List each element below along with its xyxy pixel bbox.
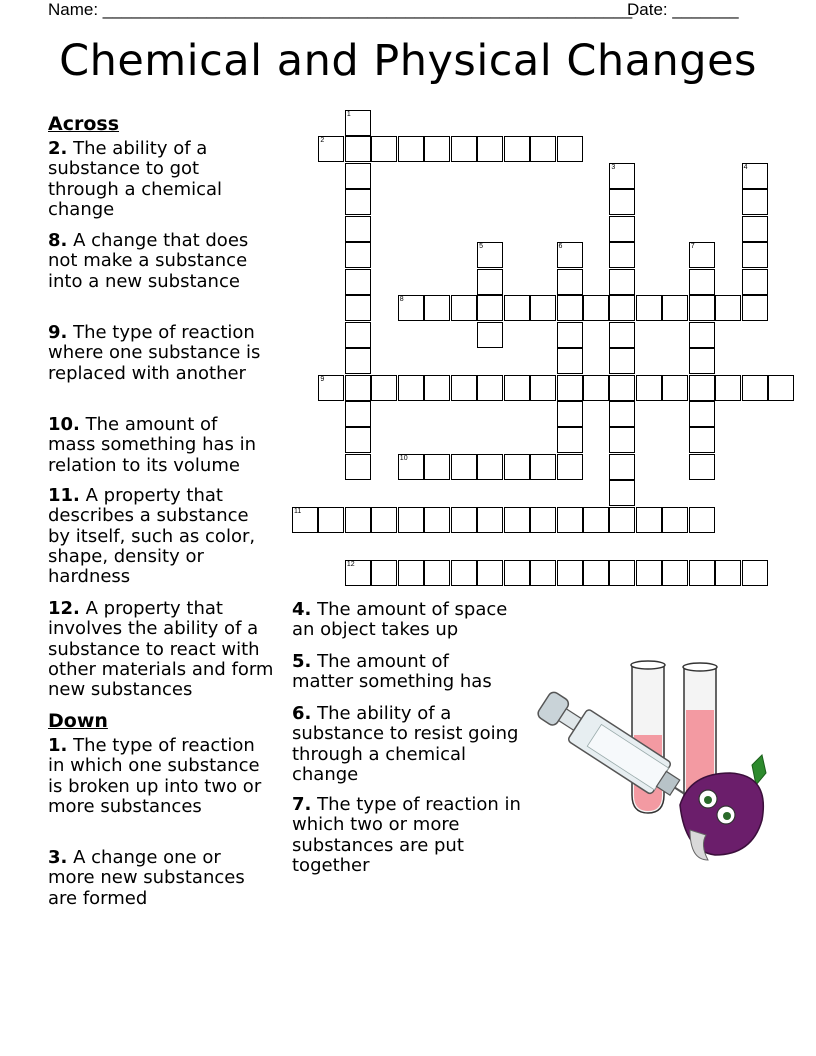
crossword-cell[interactable] <box>689 348 715 374</box>
crossword-cell[interactable] <box>742 295 768 321</box>
crossword-cell[interactable] <box>557 454 583 480</box>
crossword-cell[interactable] <box>530 136 556 162</box>
crossword-cell[interactable] <box>636 375 662 401</box>
crossword-cell[interactable] <box>424 375 450 401</box>
crossword-cell[interactable] <box>689 269 715 295</box>
crossword-cell[interactable] <box>398 454 424 480</box>
cell-number: 3 <box>611 163 616 171</box>
crossword-cell[interactable] <box>530 375 556 401</box>
crossword-cell[interactable] <box>451 136 477 162</box>
crossword-cell[interactable] <box>424 560 450 586</box>
crossword-cell[interactable] <box>557 269 583 295</box>
clue-down-6: 6. The ability of a substance to resist going through a chemical change <box>292 703 519 785</box>
crossword-cell[interactable] <box>583 375 609 401</box>
crossword-cell[interactable] <box>424 136 450 162</box>
crossword-cell[interactable] <box>398 295 424 321</box>
cell-number: 5 <box>479 243 483 251</box>
crossword-cell[interactable] <box>609 189 635 215</box>
crossword-cell[interactable] <box>662 560 688 586</box>
crossword-cell[interactable] <box>451 375 477 401</box>
crossword-cell[interactable] <box>662 295 688 321</box>
crossword-cell[interactable] <box>371 507 397 533</box>
crossword-cell[interactable] <box>742 560 768 586</box>
crossword-cell[interactable] <box>530 560 556 586</box>
crossword-cell[interactable] <box>530 507 556 533</box>
crossword-cell[interactable] <box>345 507 371 533</box>
crossword-cell[interactable] <box>504 136 530 162</box>
crossword-cell[interactable] <box>345 295 371 321</box>
crossword-cell[interactable] <box>742 189 768 215</box>
crossword-cell[interactable] <box>583 507 609 533</box>
crossword-cell[interactable] <box>689 454 715 480</box>
crossword-cell[interactable] <box>477 322 503 348</box>
crossword-cell[interactable] <box>504 295 530 321</box>
cell-number: 8 <box>399 296 404 304</box>
crossword-cell[interactable] <box>742 269 768 295</box>
crossword-cell[interactable] <box>609 163 635 189</box>
crossword-cell[interactable] <box>557 242 583 268</box>
crossword-cell[interactable] <box>292 507 318 533</box>
crossword-cell[interactable] <box>557 401 583 427</box>
crossword-cell[interactable] <box>477 560 503 586</box>
crossword-cell[interactable] <box>609 242 635 268</box>
crossword-cell[interactable] <box>662 507 688 533</box>
crossword-cell[interactable] <box>451 507 477 533</box>
crossword-cell[interactable] <box>477 375 503 401</box>
crossword-cell[interactable] <box>557 375 583 401</box>
crossword-cell[interactable] <box>609 322 635 348</box>
clue-across-8: 8. A change that does not make a substance into a new substance <box>48 230 249 292</box>
crossword-cell[interactable] <box>398 507 424 533</box>
crossword-cell[interactable] <box>689 242 715 268</box>
clue-across-11: 11. A property that describes a substance by itself, such as color, shape, density or hardness <box>48 485 256 588</box>
crossword-cell[interactable] <box>504 375 530 401</box>
crossword-cell[interactable] <box>398 560 424 586</box>
crossword-cell[interactable] <box>609 295 635 321</box>
date-line: Date: _______ <box>627 0 739 19</box>
crossword-cell[interactable] <box>689 560 715 586</box>
crossword-cell[interactable] <box>477 269 503 295</box>
cell-number: 9 <box>320 375 325 383</box>
crossword-cell[interactable] <box>768 375 794 401</box>
crossword-cell[interactable] <box>583 560 609 586</box>
crossword-cell[interactable] <box>477 295 503 321</box>
crossword-cell[interactable] <box>689 401 715 427</box>
crossword-cell[interactable] <box>609 375 635 401</box>
cell-number: 11 <box>294 507 302 515</box>
cell-number: 4 <box>743 163 748 171</box>
crossword-cell[interactable] <box>689 507 715 533</box>
crossword-cell[interactable] <box>662 375 688 401</box>
crossword-cell[interactable] <box>345 322 371 348</box>
crossword-cell[interactable] <box>345 454 371 480</box>
crossword-cell[interactable] <box>345 269 371 295</box>
crossword-cell[interactable] <box>557 295 583 321</box>
crossword-cell[interactable] <box>742 216 768 242</box>
crossword-cell[interactable] <box>345 110 371 136</box>
crossword-cell[interactable] <box>398 136 424 162</box>
crossword-cell[interactable] <box>318 375 344 401</box>
crossword-cell[interactable] <box>583 295 609 321</box>
crossword-cell[interactable] <box>477 136 503 162</box>
crossword-cell[interactable] <box>371 136 397 162</box>
crossword-cell[interactable] <box>371 560 397 586</box>
across-heading: Across <box>48 113 120 135</box>
crossword-cell[interactable] <box>451 454 477 480</box>
crossword-cell[interactable] <box>398 375 424 401</box>
crossword-cell[interactable] <box>345 189 371 215</box>
crossword-cell[interactable] <box>609 348 635 374</box>
clue-across-12: 12. A property that involves the ability of a substance to react with other materials and form new substances <box>48 598 274 701</box>
crossword-cell[interactable] <box>345 163 371 189</box>
crossword-cell[interactable] <box>345 427 371 453</box>
crossword-cell[interactable] <box>689 375 715 401</box>
crossword-cell[interactable] <box>424 454 450 480</box>
crossword-cell[interactable] <box>424 295 450 321</box>
cell-number: 1 <box>346 111 351 118</box>
clue-down-7: 7. The type of reaction in which two or more substances are put together <box>292 794 521 876</box>
crossword-cell[interactable] <box>636 507 662 533</box>
cell-number: 6 <box>558 243 563 251</box>
crossword-cell[interactable] <box>451 560 477 586</box>
crossword-cell[interactable] <box>609 427 635 453</box>
crossword-cell[interactable] <box>318 507 344 533</box>
crossword-cell[interactable] <box>451 295 477 321</box>
crossword-cell[interactable] <box>609 216 635 242</box>
clue-down-1: 1. The type of reaction in which one substance is broken up into two or more substances <box>48 735 262 817</box>
clue-across-2: 2. The ability of a substance to got through a chemical change <box>48 138 223 220</box>
clue-across-9: 9. The type of reaction where one substance is replaced with another <box>48 322 261 384</box>
cell-number: 7 <box>690 243 695 251</box>
crossword-cell[interactable] <box>557 427 583 453</box>
crossword-cell[interactable] <box>689 322 715 348</box>
crossword-cell[interactable] <box>477 507 503 533</box>
crossword-cell[interactable] <box>504 454 530 480</box>
clue-down-3: 3. A change one or more new substances are formed <box>48 847 245 909</box>
crossword-cell[interactable] <box>477 242 503 268</box>
crossword-cell[interactable] <box>715 560 741 586</box>
crossword-cell[interactable] <box>609 454 635 480</box>
crossword-cell[interactable] <box>557 322 583 348</box>
chemistry-illustration <box>530 655 770 895</box>
crossword-cell[interactable] <box>345 401 371 427</box>
crossword-cell[interactable] <box>609 269 635 295</box>
cell-number: 10 <box>399 454 408 462</box>
clue-across-10: 10. The amount of mass something has in relation to its volume <box>48 414 257 476</box>
crossword-cell[interactable] <box>689 295 715 321</box>
cell-number: 12 <box>346 560 355 568</box>
crossword-cell[interactable] <box>557 136 583 162</box>
crossword-cell[interactable] <box>715 295 741 321</box>
crossword-cell[interactable] <box>742 375 768 401</box>
crossword-cell[interactable] <box>636 560 662 586</box>
crossword-cell[interactable] <box>504 560 530 586</box>
crossword-cell[interactable] <box>689 427 715 453</box>
crossword-cell[interactable] <box>424 507 450 533</box>
cell-number: 2 <box>320 137 325 145</box>
crossword-cell[interactable] <box>609 560 635 586</box>
clue-down-5: 5. The amount of matter something has <box>292 651 492 693</box>
crossword-cell[interactable] <box>557 560 583 586</box>
crossword-cell[interactable] <box>345 216 371 242</box>
crossword-cell[interactable] <box>609 507 635 533</box>
crossword-cell[interactable] <box>345 375 371 401</box>
crossword-cell[interactable] <box>557 507 583 533</box>
crossword-cell[interactable] <box>371 375 397 401</box>
crossword-cell[interactable] <box>557 348 583 374</box>
crossword-cell[interactable] <box>636 295 662 321</box>
name-line: Name: ________________________________________________________ <box>48 0 633 19</box>
crossword-cell[interactable] <box>504 507 530 533</box>
crossword-cell[interactable] <box>742 163 768 189</box>
crossword-cell[interactable] <box>345 242 371 268</box>
crossword-cell[interactable] <box>530 295 556 321</box>
crossword-cell[interactable] <box>345 136 371 162</box>
crossword-cell[interactable] <box>715 375 741 401</box>
crossword-cell[interactable] <box>609 401 635 427</box>
crossword-cell[interactable] <box>345 348 371 374</box>
crossword-cell[interactable] <box>318 136 344 162</box>
crossword-cell[interactable] <box>530 454 556 480</box>
page-title: Chemical and Physical Changes <box>59 36 757 86</box>
crossword-cell[interactable] <box>477 454 503 480</box>
crossword-cell[interactable] <box>345 560 371 586</box>
clue-down-4: 4. The amount of space an object takes up <box>292 599 508 641</box>
crossword-cell[interactable] <box>609 480 635 506</box>
down-heading: Down <box>48 710 108 732</box>
crossword-cell[interactable] <box>742 242 768 268</box>
